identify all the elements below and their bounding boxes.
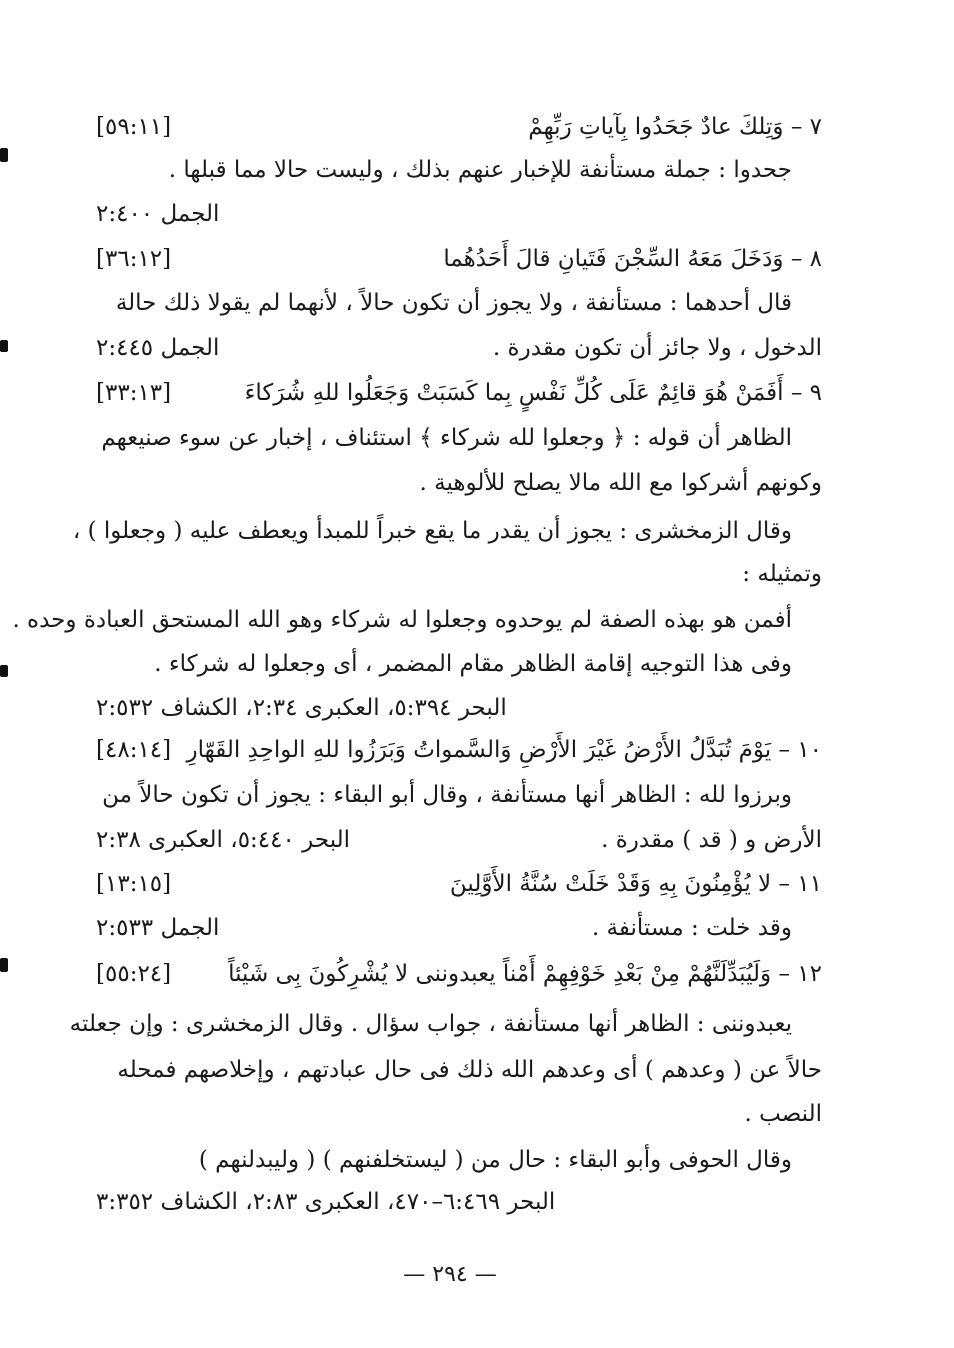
verse-9: ٩ – أَفَمَنْ هُوَ قائِمٌ عَلَى كُلِّ نَفْسٍ بِما كَسَبَتْ وَجَعَلُوا للهِ شُرَكاءَ [٣٣:١٣] — [96, 380, 822, 406]
commentary-line: الدخول ، ولا جائز أن تكون مقدرة . الجمل ٢:٤٤٥ — [96, 335, 822, 361]
commentary-line: حالاً عن ( وعدهم ) أى وعدهم الله ذلك فى حال عبادتهم ، وإخلاصهم فمحله — [117, 1057, 822, 1083]
commentary-line: وقال الحوفى وأبو البقاء : حال من ( ليستخلفنهم ) ( وليبدلنهم ) — [198, 1147, 792, 1173]
margin-mark — [0, 958, 8, 972]
commentary-line: وقال الزمخشرى : يجوز أن يقدر ما يقع خبراً للمبدأ ويعطف عليه ( وجعلوا ) ، — [72, 518, 792, 544]
commentary-line: قال أحدهما : مستأنفة ، ولا يجوز أن تكون حالاً ، لأنهما لم يقولا ذلك حالة — [115, 290, 792, 316]
margin-mark — [0, 665, 8, 677]
commentary-line: وبرزوا لله : الظاهر أنها مستأنفة ، وقال أبو البقاء : يجوز أن تكون حالاً من — [102, 782, 792, 808]
margin-mark — [0, 340, 8, 352]
source-citation: الجمل ٢:٤٠٠ — [96, 201, 220, 227]
commentary-line: الأرض و ( قد ) مقدرة . البحر ٥:٤٤٠، العكبرى ٢:٣٨ — [96, 827, 822, 853]
verse-7: ٧ – وَتِلكَ عادٌ جَحَدُوا بِآياتِ رَبِّهِمْ [٥٩:١١] — [96, 114, 822, 140]
source-citation: البحر ٥:٣٩٤، العكبرى ٢:٣٤، الكشاف ٢:٥٣٢ — [96, 695, 507, 721]
margin-mark — [0, 148, 8, 162]
page-number: — ٢٩٤ — — [403, 1262, 497, 1287]
quoted-explanation: أفمن هو بهذه الصفة لم يوحدوه وجعلوا له شركاء وهو الله المستحق العبادة وحده . — [12, 607, 792, 633]
commentary-line: يعبدوننى : الظاهر أنها مستأنفة ، جواب سؤال . وقال الزمخشرى : وإن جعلته — [69, 1011, 792, 1037]
commentary-line: وتمثيله : — [742, 561, 822, 587]
commentary-line: وفى هذا التوجيه إقامة الظاهر مقام المضمر ، أى وجعلوا له شركاء . — [154, 651, 792, 677]
verse-10: ١٠ – يَوْمَ تُبَدَّلُ الأَرْضُ غَيْرَ الأَرْضِ وَالسَّمواتُ وَبَرَزُوا للهِ الواحِدِ القَهّارِ [٤٨:١٤] — [96, 737, 822, 763]
commentary-line: الظاهر أن قوله : ﴿ وجعلوا لله شركاء ﴾ استئناف ، إخبار عن سوء صنيعهم — [101, 425, 792, 451]
commentary-line: وقد خلت : مستأنفة . الجمل ٢:٥٣٣ — [96, 915, 792, 941]
commentary-line: جحدوا : جملة مستأنفة للإخبار عنهم بذلك ، وليست حالا مما قبلها . — [168, 157, 792, 183]
source-citation: البحر ٦:٤٦٩–٤٧٠، العكبرى ٢:٨٣، الكشاف ٣:٣٥٢ — [96, 1189, 556, 1215]
verse-12: ١٢ – وَلَيُبَدِّلَنَّهُمْ مِنْ بَعْدِ خَوْفِهِمْ أَمْناً يعبدوننى لا يُشْرِكُونَ بِى شَيْئاً [٥٥:٢٤] — [96, 961, 822, 987]
commentary-line: النصب . — [744, 1101, 822, 1127]
verse-11: ١١ – لا يُؤْمِنُونَ بِهِ وَقَدْ خَلَتْ سُنَّةُ الأَوَّلِينَ [١٣:١٥] — [96, 871, 822, 897]
commentary-line: وكونهم أشركوا مع الله مالا يصلح للألوهية . — [419, 470, 822, 496]
verse-8: ٨ – وَدَخَلَ مَعَهُ السِّجْنَ فَتَيانِ قالَ أَحَدُهُما [٣٦:١٢] — [96, 246, 822, 272]
